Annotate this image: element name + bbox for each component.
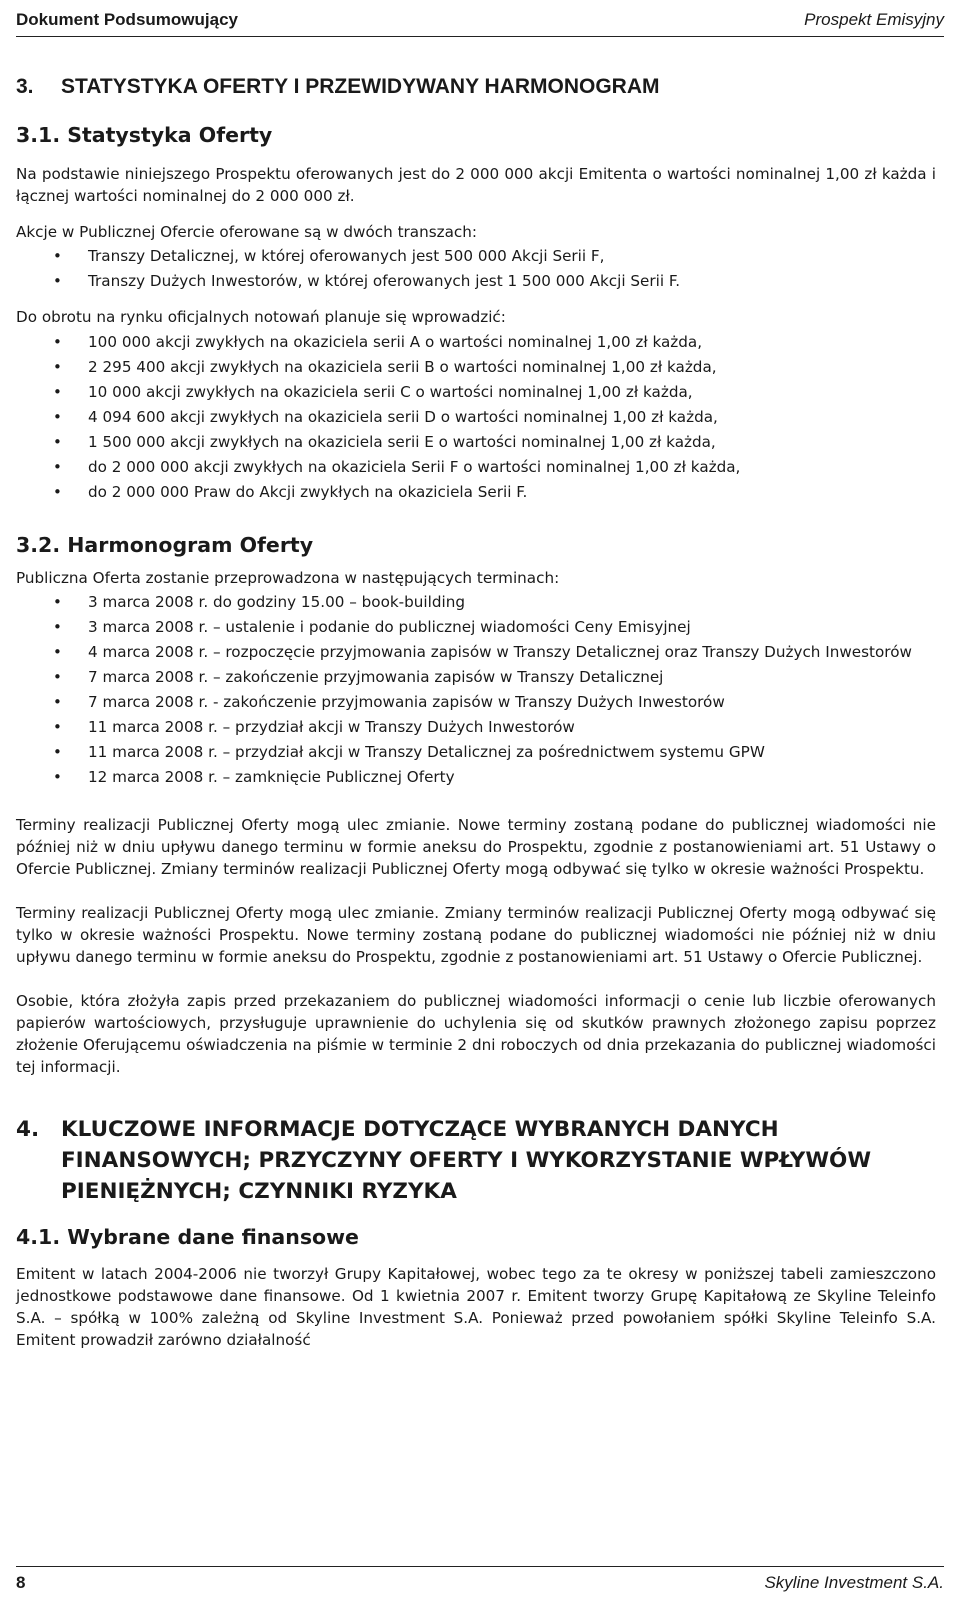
list-item: • do 2 000 000 Praw do Akcji zwykłych na okaziciela Serii F.	[16, 481, 936, 503]
list-item: • 7 marca 2008 r. – zakończenie przyjmowania zapisów w Transzy Detalicznej	[16, 666, 936, 688]
page-footer	[16, 1566, 944, 1593]
s31-paragraph-2: Akcje w Publicznej Ofercie oferowane są w dwóch transzach:	[16, 223, 477, 241]
list-item: • 3 marca 2008 r. – ustalenie i podanie do publicznej wiadomości Ceny Emisyjnej	[16, 616, 936, 638]
list-item: • Transzy Dużych Inwestorów, w której oferowanych jest 1 500 000 Akcji Serii F.	[16, 270, 936, 292]
list-item: • 11 marca 2008 r. – przydział akcji w Transzy Dużych Inwestorów	[16, 716, 936, 738]
list-item: • 4 marca 2008 r. – rozpoczęcie przyjmowania zapisów w Transzy Detalicznej oraz Transzy Dużych Inwestorów	[16, 641, 936, 663]
section-3-heading	[16, 73, 936, 101]
page-content	[16, 73, 936, 1361]
list-item: • Transzy Detalicznej, w której oferowanych jest 500 000 Akcji Serii F,	[16, 245, 936, 267]
s32-paragraph-3: Osobie, która złożyła zapis przed przekazaniem do publicznej wiadomości informacji o cenie lub liczbie oferowanych papierów wartościowych, przysługuje uprawnienie do uchylenia się od skutków prawnych złożonego zapisu poprzez złożenie Oferującemu oświadczenia na piśmie w terminie 2 dni roboczych od dnia przekazania do publicznej wiadomości tej informacji.	[16, 992, 936, 1076]
list-item: • 7 marca 2008 r. - zakończenie przyjmowania zapisów w Transzy Dużych Inwestorów	[16, 691, 936, 713]
list-item: • 4 094 600 akcji zwykłych na okaziciela serii D o wartości nominalnej 1,00 zł każda,	[16, 406, 936, 428]
section-3-number: 3.	[16, 75, 34, 98]
list-item: • 2 295 400 akcji zwykłych na okaziciela serii B o wartości nominalnej 1,00 zł każda,	[16, 356, 936, 378]
page-number: 8	[16, 1573, 26, 1592]
section-4-1-heading: 4.1. Wybrane dane finansowe	[16, 1225, 359, 1249]
list-item: • 3 marca 2008 r. do godziny 15.00 – book-building	[16, 591, 936, 613]
tranche-list	[16, 245, 936, 292]
page-header	[16, 10, 944, 37]
section-3-title: STATYSTYKA OFERTY I PRZEWIDYWANY HARMONOGRAM	[61, 75, 660, 98]
section-3-2-heading: 3.2. Harmonogram Oferty	[16, 533, 314, 557]
section-4-number: 4.	[16, 1117, 40, 1142]
section-4-heading	[16, 1114, 936, 1207]
list-item: • 10 000 akcji zwykłych na okaziciela serii C o wartości nominalnej 1,00 zł każda,	[16, 381, 936, 403]
list-item: • 100 000 akcji zwykłych na okaziciela serii A o wartości nominalnej 1,00 zł każda,	[16, 331, 936, 353]
schedule-list	[16, 591, 936, 788]
list-item: • do 2 000 000 akcji zwykłych na okaziciela Serii F o wartości nominalnej 1,00 zł każda,	[16, 456, 936, 478]
section-4-title: KLUCZOWE INFORMACJE DOTYCZĄCE WYBRANYCH DANYCH FINANSOWYCH; PRZYCZYNY OFERTY I WYKORZYSTANIE WPŁYWÓW PIENIĘŻNYCH; CZYNNIKI RYZYKA	[61, 1117, 872, 1204]
document-title: Dokument Podsumowujący	[16, 10, 238, 29]
company-name: Skyline Investment S.A.	[764, 1573, 944, 1592]
s32-paragraph-2: Terminy realizacji Publicznej Oferty mogą ulec zmianie. Zmiany terminów realizacji Publicznej Oferty mogą odbywać się tylko w okresie ważności Prospektu. Nowe terminy zostaną podane do publicznej wiadomości nie później niż w dniu upływu danego terminu w formie aneksu do Prospektu, zgodnie z postanowieniami art. 51 Ustawy o Ofercie Publicznej.	[16, 904, 936, 966]
list-item: • 11 marca 2008 r. – przydział akcji w Transzy Detalicznej za pośrednictwem systemu GPW	[16, 741, 936, 763]
list-item: • 12 marca 2008 r. – zamknięcie Publicznej Oferty	[16, 766, 936, 788]
document-type: Prospekt Emisyjny	[804, 10, 944, 29]
s31-paragraph-3: Do obrotu na rynku oficjalnych notowań planuje się wprowadzić:	[16, 308, 506, 326]
shares-list	[16, 331, 936, 503]
list-item: • 1 500 000 akcji zwykłych na okaziciela serii E o wartości nominalnej 1,00 zł każda,	[16, 431, 936, 453]
s32-paragraph-1: Terminy realizacji Publicznej Oferty mogą ulec zmianie. Nowe terminy zostaną podane do publicznej wiadomości nie później niż w dniu upływu danego terminu w formie aneksu do Prospektu, zgodnie z postanowieniami art. 51 Ustawy o Ofercie Publicznej. Zmiany terminów realizacji Publicznej Oferty mogą odbywać się tylko w okresie ważności Prospektu.	[16, 816, 936, 878]
section-3-1-heading: 3.1. Statystyka Oferty	[16, 123, 273, 147]
s41-paragraph-1: Emitent w latach 2004-2006 nie tworzył Grupy Kapitałowej, wobec tego za te okresy w poniższej tabeli zamieszczono jednostkowe podstawowe dane finansowe. Od 1 kwietnia 2007 r. Emitent tworzy Grupę Kapitałową ze Skyline Teleinfo S.A. – spółką w 100% zależną od Skyline Investment S.A. Ponieważ przed powołaniem spółki Skyline Teleinfo S.A. Emitent prowadził zarówno działalność	[16, 1265, 936, 1349]
s31-paragraph-1: Na podstawie niniejszego Prospektu oferowanych jest do 2 000 000 akcji Emitenta o wartości nominalnej 1,00 zł każda i łącznej wartości nominalnej do 2 000 000 zł.	[16, 165, 936, 205]
s32-intro: Publiczna Oferta zostanie przeprowadzona w następujących terminach:	[16, 569, 560, 587]
